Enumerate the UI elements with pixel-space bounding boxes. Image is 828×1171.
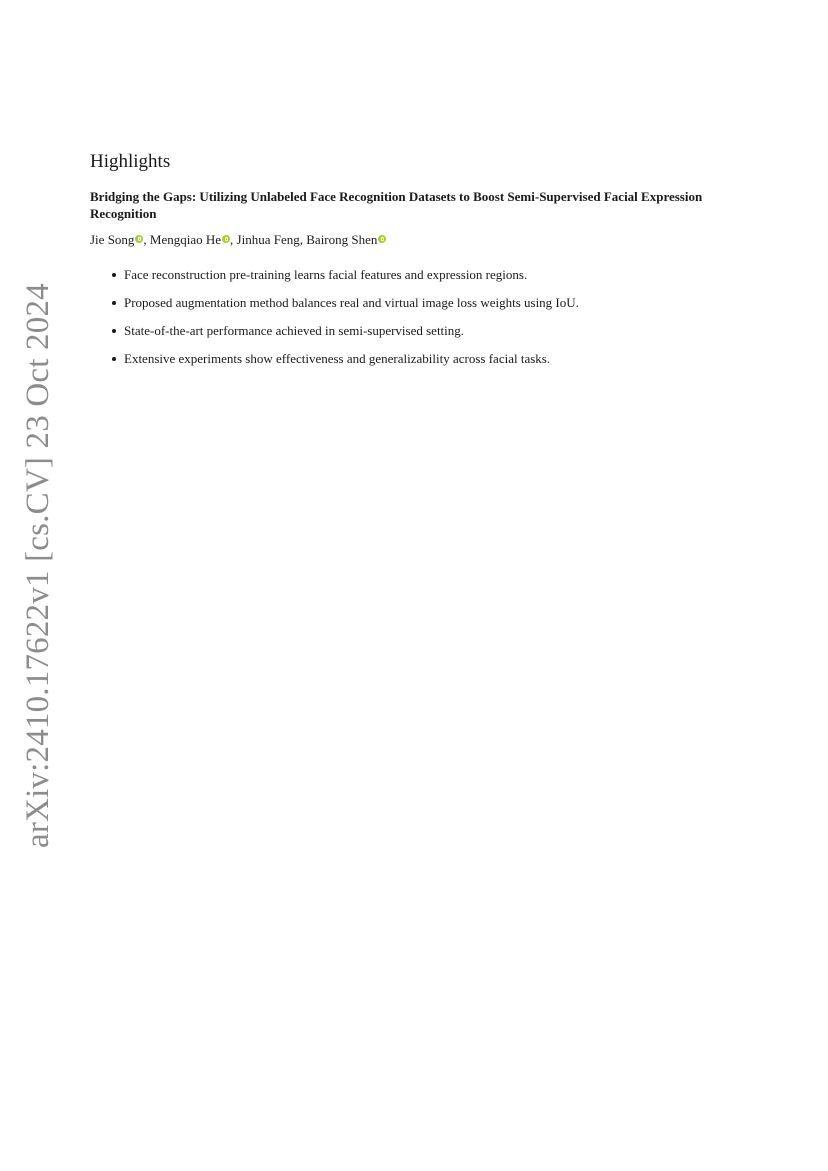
highlight-item: [90, 350, 750, 367]
orcid-icon[interactable]: [378, 235, 386, 243]
author-entry: [90, 232, 150, 247]
highlight-item: [90, 266, 750, 283]
highlight-text: Proposed augmentation method balances real and virtual image loss weights using IoU.: [124, 295, 579, 310]
author-entry: [237, 232, 307, 247]
author-separator: ,: [230, 232, 237, 247]
author-separator: ,: [143, 232, 150, 247]
author-list: [90, 231, 750, 248]
highlight-item: [90, 294, 750, 311]
section-heading: Highlights: [90, 151, 171, 172]
author-entry: [150, 232, 237, 247]
bullet-icon: [112, 273, 116, 277]
bullet-icon: [112, 301, 116, 305]
paper-title: Bridging the Gaps: Utilizing Unlabeled Face Recognition Datasets to Boost Semi-Supervised Facial Expression Recognition: [90, 189, 703, 221]
author-separator: ,: [299, 232, 307, 247]
bullet-icon: [112, 357, 116, 361]
highlight-item: [90, 322, 750, 339]
author-name: Jinhua Feng: [236, 232, 300, 247]
highlight-text: Extensive experiments show effectiveness and generalizability across facial tasks.: [124, 351, 551, 366]
highlight-text: State-of-the-art performance achieved in semi-supervised setting.: [124, 323, 465, 338]
arxiv-identifier-stamp: arXiv:2410.17622v1 [cs.CV] 23 Oct 2024: [20, 283, 56, 848]
author-name: Bairong Shen: [306, 232, 378, 247]
highlight-list: [90, 266, 750, 367]
highlights-section: [90, 150, 750, 378]
author-name: Mengqiao He: [149, 232, 222, 247]
author-name: Jie Song: [90, 232, 135, 247]
highlight-text: Face reconstruction pre-training learns facial features and expression regions.: [124, 267, 528, 282]
orcid-icon[interactable]: [222, 235, 230, 243]
bullet-icon: [112, 329, 116, 333]
author-entry: [306, 232, 386, 247]
